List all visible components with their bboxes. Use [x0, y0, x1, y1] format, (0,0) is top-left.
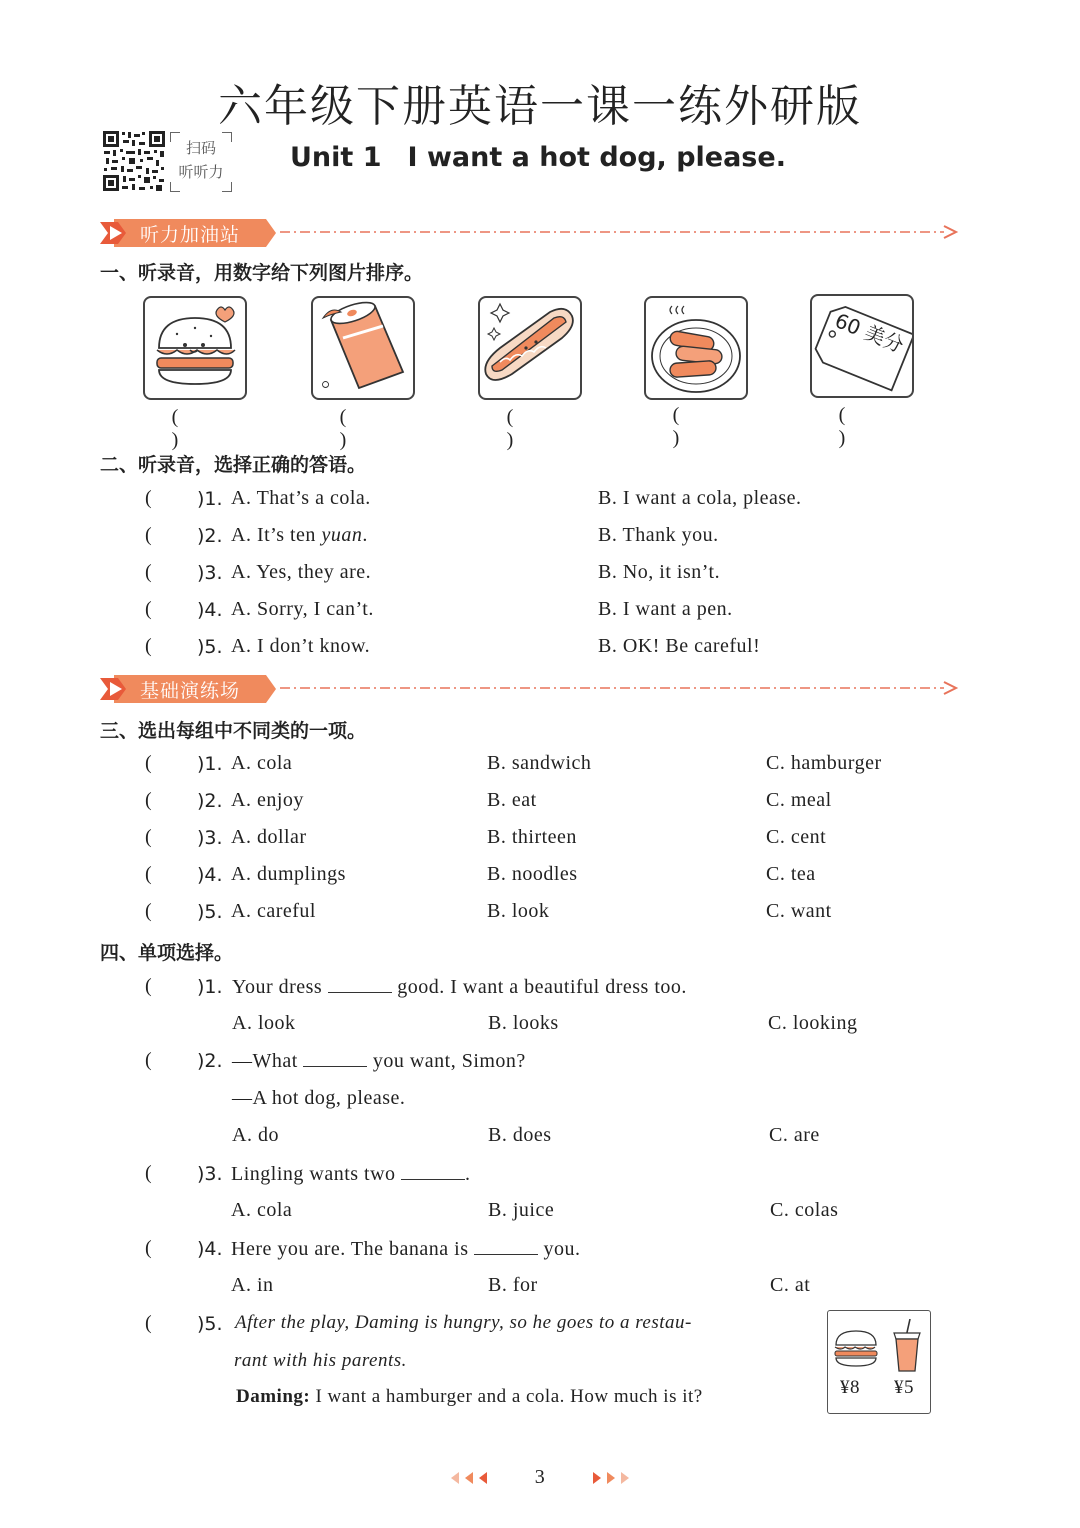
- option-b: B. juice: [488, 1199, 555, 1221]
- s2-row-4: [145, 598, 945, 628]
- question-number: )3.: [197, 827, 223, 849]
- question-text-line-2: rant with his parents.: [234, 1350, 407, 1371]
- option-c: C. at: [770, 1274, 811, 1296]
- option-b: B. noodles: [487, 863, 578, 885]
- s4-q1-options: [145, 1012, 965, 1042]
- sausages-plate-icon: [644, 296, 748, 400]
- option-b: B. I want a cola, please.: [598, 487, 802, 509]
- option-a: A. dumplings: [231, 863, 346, 885]
- unit-number: Unit 1: [290, 142, 382, 173]
- answer-paren[interactable]: (: [145, 789, 152, 811]
- fill-blank[interactable]: [303, 1049, 367, 1067]
- question-number: )4.: [197, 599, 223, 621]
- answer-paren[interactable]: (: [145, 561, 152, 583]
- option-a: A. It’s ten yuan.: [231, 524, 368, 546]
- option-c: C. meal: [766, 789, 832, 811]
- prev-arrows-icon: [445, 1468, 505, 1488]
- answer-paren[interactable]: (: [145, 1162, 152, 1184]
- option-a: A. careful: [231, 900, 316, 922]
- question-number: )5.: [197, 901, 223, 923]
- question-number: )3.: [197, 562, 223, 584]
- s4-q2-stem: [145, 1049, 965, 1079]
- s2-row-3: [145, 561, 945, 591]
- question-number: )4.: [197, 1238, 223, 1260]
- question-number: )2.: [197, 790, 223, 812]
- option-c: C. want: [766, 900, 832, 922]
- dashed-arrow-line: [280, 224, 960, 240]
- banner-basic-practice: [100, 674, 960, 704]
- option-a: A. cola: [231, 1199, 293, 1221]
- question-text: Here you are. The banana is you.: [231, 1238, 581, 1260]
- question-text: Lingling wants two .: [231, 1163, 471, 1185]
- hamburger-icon: [143, 296, 247, 400]
- option-b: B. for: [488, 1274, 538, 1296]
- answer-paren[interactable]: (: [145, 863, 152, 885]
- fill-blank[interactable]: [474, 1237, 538, 1255]
- s4-q3-options: [145, 1199, 965, 1229]
- answer-paren[interactable]: (: [145, 900, 152, 922]
- hamburger-price: ¥8: [840, 1377, 860, 1398]
- option-b: B. look: [487, 900, 550, 922]
- option-c: C. looking: [768, 1012, 858, 1034]
- s4-q4-stem: [145, 1237, 965, 1267]
- unit-title: [290, 142, 786, 173]
- s3-row-1: [145, 752, 945, 782]
- answer-paren-1[interactable]: ( ): [171, 406, 219, 451]
- option-a: A. I don’t know.: [231, 635, 371, 657]
- option-b: B. I want a pen.: [598, 598, 733, 620]
- scan-to-listen-label: [170, 132, 232, 192]
- option-a: A. Sorry, I can’t.: [231, 598, 374, 620]
- option-c: C. hamburger: [766, 752, 882, 774]
- option-b: B. thirteen: [487, 826, 577, 848]
- dialogue-line: Daming: I want a hamburger and a cola. How much is it?: [236, 1386, 703, 1407]
- dashed-arrow-line: [280, 680, 960, 696]
- option-a: A. in: [231, 1274, 274, 1296]
- cola-cup-icon: [890, 1319, 924, 1373]
- page-footer: [0, 1466, 1080, 1489]
- option-a: A. Yes, they are.: [231, 561, 372, 583]
- scan-label-1: 扫码: [185, 139, 216, 157]
- answer-paren[interactable]: (: [145, 752, 152, 774]
- question-text: After the play, Daming is hungry, so he goes to a restau-: [235, 1312, 692, 1333]
- section-2-heading: 二、听录音，选择正确的答语。: [100, 454, 367, 476]
- option-b: B. OK! Be careful!: [598, 635, 761, 657]
- answer-paren-5[interactable]: ( ): [838, 404, 886, 449]
- unit-name: I want a hot dog, please.: [407, 142, 786, 173]
- scan-label-2: 听听力: [178, 163, 224, 181]
- option-c: C. cent: [766, 826, 827, 848]
- answer-paren[interactable]: (: [145, 975, 152, 997]
- s3-row-3: [145, 826, 945, 856]
- question-number: )2.: [197, 1050, 223, 1072]
- section-1-heading: 一、听录音，用数字给下列图片排序。: [100, 262, 424, 284]
- answer-paren-3[interactable]: ( ): [506, 406, 554, 451]
- fill-blank[interactable]: [401, 1162, 465, 1180]
- option-a: A. do: [232, 1124, 279, 1146]
- answer-paren-2[interactable]: ( ): [339, 406, 387, 451]
- option-b: B. Thank you.: [598, 524, 719, 546]
- section-4-heading: 四、单项选择。: [100, 942, 234, 964]
- question-number: )3.: [197, 1163, 223, 1185]
- price-tag-text: 60 美分: [831, 308, 908, 358]
- s4-q1-stem: [145, 975, 965, 1005]
- answer-paren[interactable]: (: [145, 1049, 152, 1071]
- s4-q3-stem: [145, 1162, 965, 1192]
- question-number: )1.: [197, 976, 223, 998]
- option-b: B. does: [488, 1124, 552, 1146]
- fill-blank[interactable]: [328, 975, 392, 993]
- answer-paren[interactable]: (: [145, 1312, 152, 1334]
- option-a: A. look: [232, 1012, 296, 1034]
- option-c: C. are: [769, 1124, 820, 1146]
- option-b: B. looks: [488, 1012, 559, 1034]
- cola-can-icon: [311, 296, 415, 400]
- option-c: C. tea: [766, 863, 816, 885]
- option-a: A. dollar: [231, 826, 307, 848]
- s3-row-5: [145, 900, 945, 930]
- page-title: 六年级下册英语一课一练外研版: [218, 81, 862, 132]
- option-a: A. enjoy: [231, 789, 304, 811]
- answer-paren[interactable]: (: [145, 487, 152, 509]
- answer-paren[interactable]: (: [145, 635, 152, 657]
- hamburger-icon: [832, 1327, 880, 1369]
- answer-paren[interactable]: (: [145, 524, 152, 546]
- hot-dog-icon: [478, 296, 582, 400]
- question-number: )4.: [197, 864, 223, 886]
- page-number: 3: [534, 1466, 546, 1488]
- question-number: )1.: [197, 488, 223, 510]
- question-text: —What you want, Simon?: [232, 1050, 526, 1072]
- speaker-name: Daming:: [236, 1386, 311, 1407]
- option-c: C. colas: [770, 1199, 839, 1221]
- s4-q4-options: [145, 1274, 965, 1304]
- s2-row-1: [145, 487, 945, 517]
- s3-row-2: [145, 789, 945, 819]
- question-text: Your dress good. I want a beautiful dress too.: [232, 976, 687, 998]
- s4-q2-options: [145, 1124, 965, 1154]
- option-b: B. eat: [487, 789, 537, 811]
- question-number: )2.: [197, 525, 223, 547]
- option-b: B. sandwich: [487, 752, 592, 774]
- section-3-heading: 三、选出每组中不同类的一项。: [100, 720, 367, 742]
- next-arrows-icon: [575, 1468, 635, 1488]
- banner-label: 听力加油站: [140, 224, 241, 246]
- banner-listening: [100, 218, 960, 248]
- svg-text:ഠ: ഠ: [321, 377, 329, 391]
- question-number: )5.: [197, 1313, 223, 1335]
- option-a: A. That’s a cola.: [231, 487, 371, 509]
- s4-q5-stem: [145, 1312, 825, 1342]
- option-a: A. cola: [231, 752, 293, 774]
- answer-paren[interactable]: (: [145, 1237, 152, 1259]
- s3-row-4: [145, 863, 945, 893]
- question-text-line-2: —A hot dog, please.: [232, 1087, 406, 1109]
- answer-paren[interactable]: (: [145, 826, 152, 848]
- s2-row-5: [145, 635, 945, 665]
- answer-paren[interactable]: (: [145, 598, 152, 620]
- banner-label: 基础演练场: [140, 680, 241, 702]
- question-number: )1.: [197, 753, 223, 775]
- question-number: )5.: [197, 636, 223, 658]
- answer-paren-4[interactable]: ( ): [672, 404, 720, 449]
- option-b: B. No, it isn’t.: [598, 561, 721, 583]
- s2-row-2: [145, 524, 945, 554]
- price-box: [827, 1310, 931, 1414]
- qr-code-icon[interactable]: [102, 130, 166, 192]
- cola-price: ¥5: [894, 1377, 914, 1398]
- price-tag-icon: [810, 294, 914, 398]
